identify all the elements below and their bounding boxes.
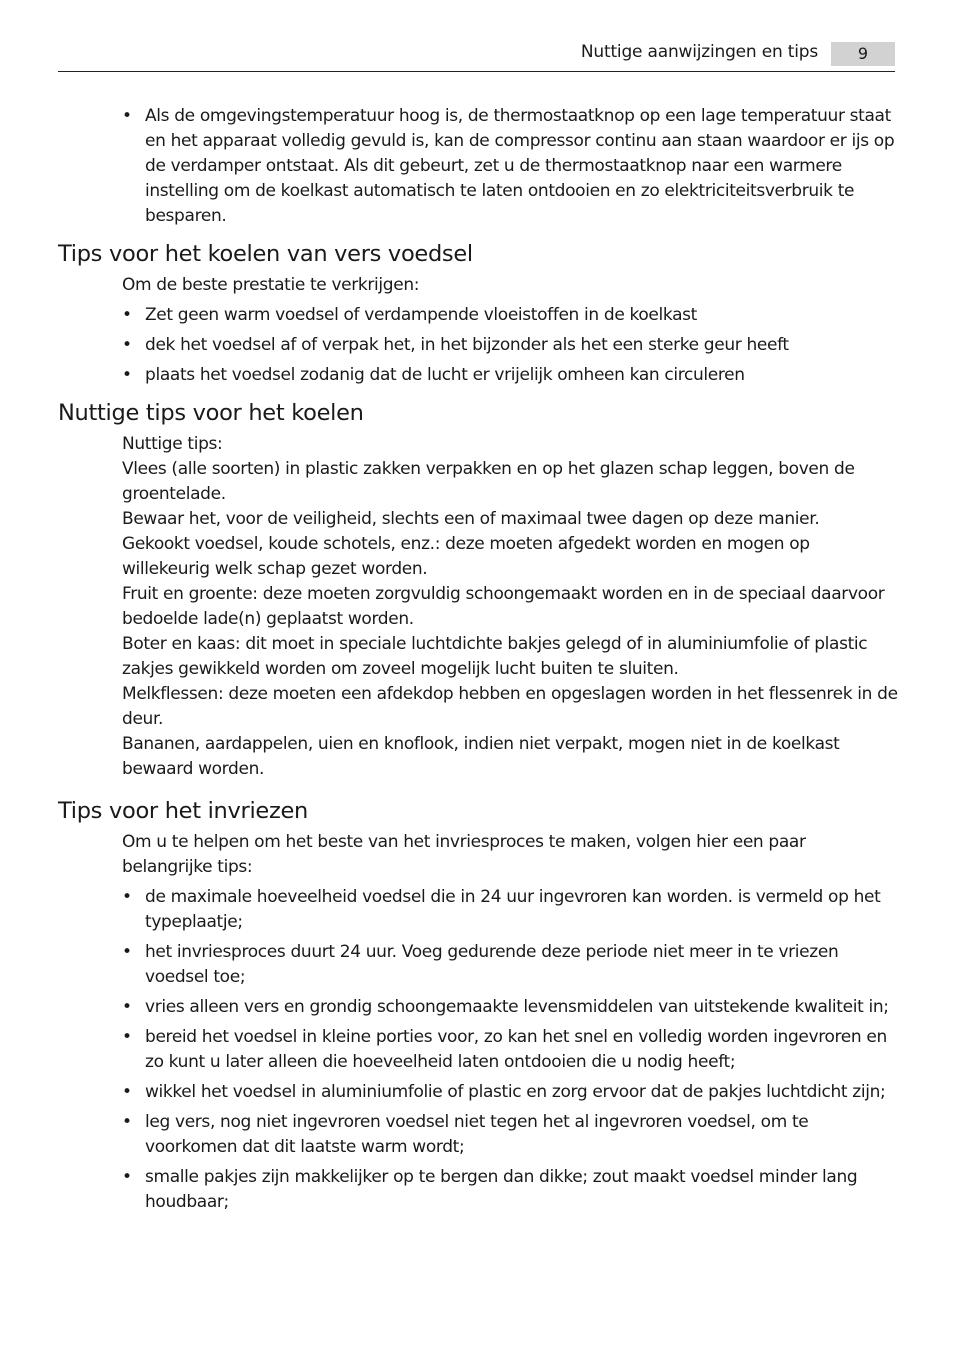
paragraph: Melkflessen: deze moeten een afdekdop hebben en opgeslagen worden in het flessenrek in de deur. xyxy=(122,684,898,729)
section-intro: Om u te helpen om het beste van het invriesproces te maken, volgen hier een paar belangrijke tips: xyxy=(122,832,806,877)
paragraph: Nuttige tips: xyxy=(122,434,223,454)
paragraph: Bananen, aardappelen, uien en knoflook, indien niet verpakt, mogen niet in de koelkast bewaard worden. xyxy=(122,734,840,779)
list-item-text: dek het voedsel af of verpak het, in het bijzonder als het een sterke geur heeft xyxy=(145,335,789,355)
list-item xyxy=(122,1080,898,1105)
bullet-list xyxy=(122,303,898,388)
list-item-text: plaats het voedsel zodanig dat de lucht er vrijelijk omheen kan circuleren xyxy=(145,365,745,385)
paragraph: Gekookt voedsel, koude schotels, enz.: deze moeten afgedekt worden en mogen op willekeurig welk schap gezet worden. xyxy=(122,534,810,579)
list-item xyxy=(122,1025,898,1075)
intro-bullet-list xyxy=(122,104,898,229)
list-item-text: het invriesproces duurt 24 uur. Voeg gedurende deze periode niet meer in te vriezen voedsel toe; xyxy=(145,942,839,987)
list-item xyxy=(122,885,898,935)
bullet-list xyxy=(122,885,898,1215)
paragraph: Vlees (alle soorten) in plastic zakken verpakken en op het glazen schap leggen, boven de groentelade. xyxy=(122,459,855,504)
bullet-icon: • xyxy=(122,1112,132,1132)
list-item xyxy=(122,940,898,990)
tips-paragraphs xyxy=(122,432,898,782)
section-heading-nuttige-tips-koelen: Nuttige tips voor het koelen xyxy=(58,400,364,426)
paragraph: Bewaar het, voor de veiligheid, slechts een of maximaal twee dagen op deze manier. xyxy=(122,509,820,529)
page-number: 9 xyxy=(831,42,895,66)
bullet-icon: • xyxy=(122,335,132,355)
list-item-text: leg vers, nog niet ingevroren voedsel niet tegen het al ingevroren voedsel, om te voorkomen dat dit laatste warm wordt; xyxy=(145,1112,809,1157)
paragraph: Boter en kaas: dit moet in speciale luchtdichte bakjes gelegd of in aluminiumfolie of plastic zakjes gewikkeld worden om zoveel mogelijk lucht buiten te sluiten. xyxy=(122,634,868,679)
list-item-text: vries alleen vers en grondig schoongemaakte levensmiddelen van uitstekende kwaliteit in; xyxy=(145,997,889,1017)
list-item xyxy=(122,333,898,358)
bullet-icon: • xyxy=(122,305,132,325)
page-header xyxy=(58,38,895,72)
bullet-icon: • xyxy=(122,997,132,1017)
list-item-text: de maximale hoeveelheid voedsel die in 24 uur ingevroren kan worden. is vermeld op het typeplaatje; xyxy=(145,887,881,932)
list-item xyxy=(122,104,898,229)
list-item-text: Zet geen warm voedsel of verdampende vloeistoffen in de koelkast xyxy=(145,305,697,325)
list-item xyxy=(122,1165,898,1215)
list-item-text: smalle pakjes zijn makkelijker op te bergen dan dikke; zout maakt voedsel minder lang houdbaar; xyxy=(145,1167,858,1212)
bullet-icon: • xyxy=(122,1082,132,1102)
paragraph: Fruit en groente: deze moeten zorgvuldig schoongemaakt worden en in de speciaal daarvoor bedoelde lade(n) geplaatst worden. xyxy=(122,584,885,629)
section-intro: Om de beste prestatie te verkrijgen: xyxy=(122,275,420,295)
list-item xyxy=(122,363,898,388)
list-item xyxy=(122,995,898,1020)
list-item xyxy=(122,303,898,328)
section-heading-invriezen: Tips voor het invriezen xyxy=(58,798,308,824)
bullet-icon: • xyxy=(122,887,132,907)
bullet-icon: • xyxy=(122,106,132,126)
section-heading-koelen-vers-voedsel: Tips voor het koelen van vers voedsel xyxy=(58,241,473,267)
header-title: Nuttige aanwijzingen en tips xyxy=(580,42,818,62)
bullet-icon: • xyxy=(122,1027,132,1047)
list-item-text: wikkel het voedsel in aluminiumfolie of plastic en zorg ervoor dat de pakjes luchtdicht zijn; xyxy=(145,1082,886,1102)
bullet-icon: • xyxy=(122,1167,132,1187)
bullet-icon: • xyxy=(122,365,132,385)
list-item-text: Als de omgevingstemperatuur hoog is, de thermostaatknop op een lage temperatuur staat en het apparaat volledig gevuld is, kan de compressor continu aan staan waardoor er ijs op de verdamper ontstaat. Als dit gebeurt, zet u de thermostaatknop naar een warmere instelling om de koelkast automatisch te laten ontdooien en zo elektriciteitsverbruik te besparen. xyxy=(145,106,895,226)
page-content xyxy=(58,104,898,1220)
spacer xyxy=(58,782,898,786)
list-item xyxy=(122,1110,898,1160)
list-item-text: bereid het voedsel in kleine porties voor, zo kan het snel en volledig worden ingevroren en zo kunt u later alleen die hoeveelheid laten ontdooien die u nodig heeft; xyxy=(145,1027,887,1072)
bullet-icon: • xyxy=(122,942,132,962)
